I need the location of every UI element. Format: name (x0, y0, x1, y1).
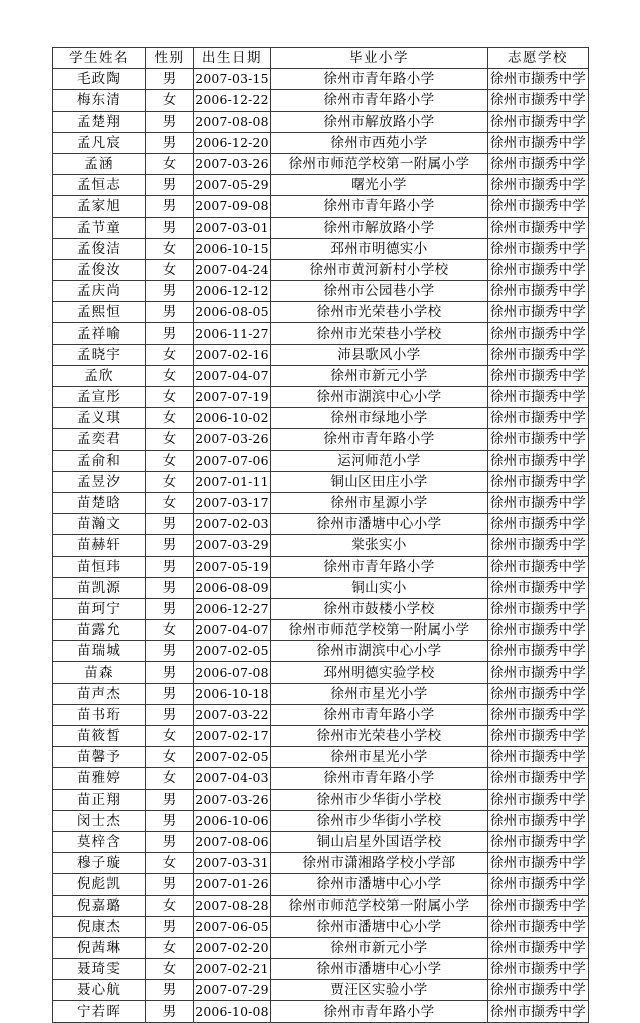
cell-volunteer-school: 徐州市撷秀中学 (488, 217, 589, 238)
cell-birth-date: 2006-08-09 (194, 577, 271, 598)
cell-student-name: 倪康杰 (53, 916, 146, 937)
table-row (53, 69, 589, 90)
cell-gender: 男 (146, 704, 194, 725)
table-header (53, 48, 589, 69)
table-row (53, 577, 589, 598)
cell-primary-school: 徐州市解放路小学 (271, 111, 488, 132)
cell-student-name: 倪茜琳 (53, 937, 146, 958)
cell-student-name: 孟凡宸 (53, 132, 146, 153)
cell-birth-date: 2007-03-22 (194, 704, 271, 725)
cell-birth-date: 2006-11-27 (194, 323, 271, 344)
cell-student-name: 聂心航 (53, 980, 146, 1001)
table-row (53, 365, 589, 386)
table-row (53, 789, 589, 810)
cell-birth-date: 2007-02-05 (194, 747, 271, 768)
table-row (53, 196, 589, 217)
cell-gender: 男 (146, 217, 194, 238)
cell-gender: 女 (146, 492, 194, 513)
cell-birth-date: 2006-12-20 (194, 132, 271, 153)
cell-student-name: 苗恒玮 (53, 556, 146, 577)
cell-birth-date: 2007-03-31 (194, 853, 271, 874)
cell-gender: 男 (146, 831, 194, 852)
cell-primary-school: 徐州市解放路小学 (271, 217, 488, 238)
cell-primary-school: 徐州市潘塘中心小学 (271, 874, 488, 895)
cell-student-name: 穆子璇 (53, 853, 146, 874)
table-row (53, 217, 589, 238)
cell-volunteer-school: 徐州市撷秀中学 (488, 683, 589, 704)
cell-birth-date: 2007-03-26 (194, 153, 271, 174)
cell-primary-school: 邳州明德实验学校 (271, 662, 488, 683)
table-row (53, 853, 589, 874)
cell-gender: 女 (146, 429, 194, 450)
cell-primary-school: 徐州市公园巷小学 (271, 281, 488, 302)
cell-volunteer-school: 徐州市撷秀中学 (488, 153, 589, 174)
cell-gender: 女 (146, 620, 194, 641)
cell-student-name: 孟昱汐 (53, 471, 146, 492)
table-row (53, 492, 589, 513)
cell-student-name: 苗露允 (53, 620, 146, 641)
column-header-birth-date: 出生日期 (194, 48, 271, 69)
table-row (53, 683, 589, 704)
cell-gender: 女 (146, 259, 194, 280)
cell-student-name: 孟熙恒 (53, 302, 146, 323)
cell-volunteer-school: 徐州市撷秀中学 (488, 175, 589, 196)
cell-gender: 男 (146, 980, 194, 1001)
cell-gender: 男 (146, 132, 194, 153)
cell-volunteer-school: 徐州市撷秀中学 (488, 408, 589, 429)
table-row (53, 90, 589, 111)
cell-primary-school: 徐州市星光小学 (271, 683, 488, 704)
cell-volunteer-school: 徐州市撷秀中学 (488, 641, 589, 662)
cell-primary-school: 徐州市光荣巷小学校 (271, 323, 488, 344)
cell-student-name: 孟俞和 (53, 450, 146, 471)
cell-gender: 男 (146, 598, 194, 619)
cell-birth-date: 2006-08-05 (194, 302, 271, 323)
cell-birth-date: 2007-03-01 (194, 217, 271, 238)
cell-gender: 男 (146, 662, 194, 683)
cell-primary-school: 铜山启星外国语学校 (271, 831, 488, 852)
cell-volunteer-school: 徐州市撷秀中学 (488, 281, 589, 302)
cell-gender: 男 (146, 196, 194, 217)
table-row (53, 344, 589, 365)
table-row (53, 259, 589, 280)
cell-gender: 男 (146, 810, 194, 831)
cell-birth-date: 2006-10-06 (194, 810, 271, 831)
cell-gender: 男 (146, 1001, 194, 1022)
cell-birth-date: 2007-05-29 (194, 175, 271, 196)
table-row (53, 937, 589, 958)
cell-birth-date: 2007-04-24 (194, 259, 271, 280)
cell-gender: 男 (146, 874, 194, 895)
cell-birth-date: 2007-02-20 (194, 937, 271, 958)
cell-primary-school: 徐州市光荣巷小学校 (271, 726, 488, 747)
cell-volunteer-school: 徐州市撷秀中学 (488, 768, 589, 789)
cell-gender: 女 (146, 344, 194, 365)
cell-student-name: 苗瑞城 (53, 641, 146, 662)
cell-birth-date: 2007-08-28 (194, 895, 271, 916)
cell-primary-school: 徐州市星源小学 (271, 492, 488, 513)
cell-volunteer-school: 徐州市撷秀中学 (488, 429, 589, 450)
cell-volunteer-school: 徐州市撷秀中学 (488, 980, 589, 1001)
cell-student-name: 孟俊洁 (53, 238, 146, 259)
table-row (53, 895, 589, 916)
cell-primary-school: 运河师范小学 (271, 450, 488, 471)
cell-gender: 男 (146, 323, 194, 344)
cell-volunteer-school: 徐州市撷秀中学 (488, 895, 589, 916)
cell-volunteer-school: 徐州市撷秀中学 (488, 556, 589, 577)
table-row (53, 111, 589, 132)
cell-birth-date: 2007-02-03 (194, 514, 271, 535)
cell-student-name: 苗声杰 (53, 683, 146, 704)
cell-primary-school: 徐州市湖滨中心小学 (271, 387, 488, 408)
cell-volunteer-school: 徐州市撷秀中学 (488, 535, 589, 556)
cell-primary-school: 徐州市少华街小学校 (271, 789, 488, 810)
table-row (53, 1001, 589, 1022)
table-row (53, 238, 589, 259)
cell-volunteer-school: 徐州市撷秀中学 (488, 90, 589, 111)
cell-primary-school: 徐州市潇湘路学校小学部 (271, 853, 488, 874)
cell-student-name: 苗楚晗 (53, 492, 146, 513)
cell-primary-school: 徐州市师范学校第一附属小学 (271, 620, 488, 641)
cell-primary-school: 徐州市师范学校第一附属小学 (271, 895, 488, 916)
cell-volunteer-school: 徐州市撷秀中学 (488, 69, 589, 90)
table-row (53, 831, 589, 852)
cell-primary-school: 徐州市新元小学 (271, 365, 488, 386)
cell-volunteer-school: 徐州市撷秀中学 (488, 959, 589, 980)
table-row (53, 747, 589, 768)
table-row (53, 810, 589, 831)
table-row (53, 641, 589, 662)
cell-birth-date: 2007-08-06 (194, 831, 271, 852)
table-row (53, 620, 589, 641)
cell-primary-school: 徐州市师范学校第一附属小学 (271, 153, 488, 174)
cell-student-name: 苗雅婷 (53, 768, 146, 789)
cell-volunteer-school: 徐州市撷秀中学 (488, 726, 589, 747)
table-row (53, 514, 589, 535)
cell-student-name: 孟宣彤 (53, 387, 146, 408)
table-row (53, 281, 589, 302)
cell-student-name: 苗正翔 (53, 789, 146, 810)
cell-student-name: 孟楚翔 (53, 111, 146, 132)
cell-student-name: 孟奕君 (53, 429, 146, 450)
cell-volunteer-school: 徐州市撷秀中学 (488, 577, 589, 598)
cell-primary-school: 徐州市青年路小学 (271, 768, 488, 789)
cell-birth-date: 2007-02-21 (194, 959, 271, 980)
cell-volunteer-school: 徐州市撷秀中学 (488, 259, 589, 280)
cell-gender: 女 (146, 959, 194, 980)
table-row (53, 302, 589, 323)
cell-volunteer-school: 徐州市撷秀中学 (488, 514, 589, 535)
cell-gender: 男 (146, 641, 194, 662)
cell-birth-date: 2007-01-11 (194, 471, 271, 492)
cell-volunteer-school: 徐州市撷秀中学 (488, 344, 589, 365)
cell-gender: 女 (146, 747, 194, 768)
cell-volunteer-school: 徐州市撷秀中学 (488, 916, 589, 937)
cell-gender: 女 (146, 853, 194, 874)
cell-primary-school: 徐州市少华街小学校 (271, 810, 488, 831)
cell-birth-date: 2007-04-07 (194, 365, 271, 386)
cell-student-name: 孟家旭 (53, 196, 146, 217)
cell-student-name: 苗珂宁 (53, 598, 146, 619)
cell-student-name: 莫梓含 (53, 831, 146, 852)
cell-gender: 男 (146, 69, 194, 90)
cell-student-name: 孟祥喻 (53, 323, 146, 344)
cell-volunteer-school: 徐州市撷秀中学 (488, 831, 589, 852)
cell-birth-date: 2007-02-16 (194, 344, 271, 365)
cell-student-name: 苗书珩 (53, 704, 146, 725)
cell-primary-school: 徐州市潘塘中心小学 (271, 916, 488, 937)
cell-primary-school: 徐州市星光小学 (271, 747, 488, 768)
cell-volunteer-school: 徐州市撷秀中学 (488, 238, 589, 259)
cell-volunteer-school: 徐州市撷秀中学 (488, 704, 589, 725)
cell-gender: 女 (146, 768, 194, 789)
cell-volunteer-school: 徐州市撷秀中学 (488, 598, 589, 619)
cell-student-name: 苗赫轩 (53, 535, 146, 556)
cell-birth-date: 2007-02-05 (194, 641, 271, 662)
cell-volunteer-school: 徐州市撷秀中学 (488, 387, 589, 408)
cell-gender: 男 (146, 281, 194, 302)
column-header-gender: 性别 (146, 48, 194, 69)
cell-student-name: 聂琦雯 (53, 959, 146, 980)
table-row (53, 153, 589, 174)
cell-birth-date: 2007-03-26 (194, 789, 271, 810)
table-row (53, 874, 589, 895)
cell-gender: 男 (146, 683, 194, 704)
cell-gender: 男 (146, 514, 194, 535)
cell-birth-date: 2007-07-29 (194, 980, 271, 1001)
cell-student-name: 孟恒志 (53, 175, 146, 196)
table-row (53, 471, 589, 492)
cell-birth-date: 2007-08-08 (194, 111, 271, 132)
table-row (53, 959, 589, 980)
table-row (53, 535, 589, 556)
cell-gender: 女 (146, 937, 194, 958)
student-roster-table (52, 47, 589, 1023)
cell-volunteer-school: 徐州市撷秀中学 (488, 789, 589, 810)
cell-primary-school: 徐州市绿地小学 (271, 408, 488, 429)
cell-primary-school: 曙光小学 (271, 175, 488, 196)
cell-primary-school: 徐州市青年路小学 (271, 704, 488, 725)
table-row (53, 662, 589, 683)
cell-birth-date: 2007-01-26 (194, 874, 271, 895)
cell-primary-school: 徐州市潘塘中心小学 (271, 514, 488, 535)
cell-gender: 男 (146, 175, 194, 196)
cell-student-name: 孟节童 (53, 217, 146, 238)
cell-birth-date: 2007-02-17 (194, 726, 271, 747)
cell-gender: 男 (146, 916, 194, 937)
cell-primary-school: 徐州市青年路小学 (271, 196, 488, 217)
cell-student-name: 苗馨予 (53, 747, 146, 768)
cell-student-name: 宁若晖 (53, 1001, 146, 1022)
table-row (53, 175, 589, 196)
cell-volunteer-school: 徐州市撷秀中学 (488, 132, 589, 153)
cell-volunteer-school: 徐州市撷秀中学 (488, 323, 589, 344)
cell-primary-school: 徐州市西苑小学 (271, 132, 488, 153)
cell-gender: 女 (146, 90, 194, 111)
table-body (53, 69, 589, 1022)
cell-volunteer-school: 徐州市撷秀中学 (488, 1001, 589, 1022)
cell-birth-date: 2007-03-17 (194, 492, 271, 513)
table-row (53, 450, 589, 471)
cell-student-name: 孟义琪 (53, 408, 146, 429)
cell-primary-school: 贾汪区实验小学 (271, 980, 488, 1001)
cell-birth-date: 2006-07-08 (194, 662, 271, 683)
cell-primary-school: 徐州市湖滨中心小学 (271, 641, 488, 662)
cell-birth-date: 2007-03-26 (194, 429, 271, 450)
cell-birth-date: 2007-05-19 (194, 556, 271, 577)
cell-gender: 女 (146, 726, 194, 747)
table-row (53, 598, 589, 619)
table-row (53, 768, 589, 789)
cell-primary-school: 徐州市青年路小学 (271, 69, 488, 90)
cell-primary-school: 徐州市青年路小学 (271, 429, 488, 450)
cell-birth-date: 2006-10-18 (194, 683, 271, 704)
cell-volunteer-school: 徐州市撷秀中学 (488, 450, 589, 471)
cell-birth-date: 2007-06-05 (194, 916, 271, 937)
cell-gender: 男 (146, 556, 194, 577)
cell-gender: 女 (146, 153, 194, 174)
cell-volunteer-school: 徐州市撷秀中学 (488, 620, 589, 641)
cell-gender: 女 (146, 450, 194, 471)
cell-gender: 女 (146, 895, 194, 916)
cell-volunteer-school: 徐州市撷秀中学 (488, 471, 589, 492)
cell-student-name: 苗瀚文 (53, 514, 146, 535)
cell-birth-date: 2006-12-27 (194, 598, 271, 619)
cell-volunteer-school: 徐州市撷秀中学 (488, 662, 589, 683)
table-row (53, 429, 589, 450)
cell-birth-date: 2006-10-15 (194, 238, 271, 259)
cell-gender: 女 (146, 387, 194, 408)
cell-primary-school: 徐州市青年路小学 (271, 556, 488, 577)
cell-gender: 男 (146, 111, 194, 132)
cell-birth-date: 2007-07-19 (194, 387, 271, 408)
cell-student-name: 孟晓宇 (53, 344, 146, 365)
cell-primary-school: 棠张实小 (271, 535, 488, 556)
cell-primary-school: 徐州市青年路小学 (271, 90, 488, 111)
cell-student-name: 倪彪凯 (53, 874, 146, 895)
cell-primary-school: 铜山实小 (271, 577, 488, 598)
cell-student-name: 孟庆尚 (53, 281, 146, 302)
cell-volunteer-school: 徐州市撷秀中学 (488, 111, 589, 132)
table-header-row (53, 48, 589, 69)
cell-primary-school: 铜山区田庄小学 (271, 471, 488, 492)
cell-gender: 男 (146, 535, 194, 556)
cell-birth-date: 2006-12-22 (194, 90, 271, 111)
cell-birth-date: 2006-10-08 (194, 1001, 271, 1022)
cell-primary-school: 徐州市鼓楼小学校 (271, 598, 488, 619)
cell-birth-date: 2007-04-03 (194, 768, 271, 789)
cell-student-name: 孟欣 (53, 365, 146, 386)
cell-gender: 男 (146, 302, 194, 323)
column-header-student-name: 学生姓名 (53, 48, 146, 69)
cell-birth-date: 2007-03-15 (194, 69, 271, 90)
cell-gender: 男 (146, 789, 194, 810)
cell-birth-date: 2007-04-07 (194, 620, 271, 641)
cell-student-name: 梅东清 (53, 90, 146, 111)
cell-primary-school: 徐州市光荣巷小学校 (271, 302, 488, 323)
cell-primary-school: 沛县歌风小学 (271, 344, 488, 365)
cell-volunteer-school: 徐州市撷秀中学 (488, 937, 589, 958)
column-header-primary-school: 毕业小学 (271, 48, 488, 69)
cell-volunteer-school: 徐州市撷秀中学 (488, 492, 589, 513)
cell-volunteer-school: 徐州市撷秀中学 (488, 853, 589, 874)
cell-birth-date: 2007-07-06 (194, 450, 271, 471)
cell-primary-school: 徐州市新元小学 (271, 937, 488, 958)
cell-volunteer-school: 徐州市撷秀中学 (488, 196, 589, 217)
table-row (53, 980, 589, 1001)
cell-birth-date: 2006-12-12 (194, 281, 271, 302)
cell-primary-school: 徐州市潘塘中心小学 (271, 959, 488, 980)
cell-student-name: 闵士杰 (53, 810, 146, 831)
cell-gender: 男 (146, 577, 194, 598)
cell-gender: 女 (146, 408, 194, 429)
table-row (53, 726, 589, 747)
cell-volunteer-school: 徐州市撷秀中学 (488, 302, 589, 323)
cell-gender: 女 (146, 238, 194, 259)
cell-birth-date: 2006-10-02 (194, 408, 271, 429)
table-row (53, 132, 589, 153)
table-row (53, 387, 589, 408)
cell-birth-date: 2007-03-29 (194, 535, 271, 556)
cell-gender: 女 (146, 365, 194, 386)
cell-student-name: 苗筱皙 (53, 726, 146, 747)
cell-student-name: 倪嘉璐 (53, 895, 146, 916)
cell-student-name: 毛政陶 (53, 69, 146, 90)
table-row (53, 556, 589, 577)
cell-student-name: 孟涵 (53, 153, 146, 174)
student-roster-table-container (52, 47, 588, 1023)
table-row (53, 323, 589, 344)
column-header-volunteer-school: 志愿学校 (488, 48, 589, 69)
cell-primary-school: 徐州市黄河新村小学校 (271, 259, 488, 280)
cell-birth-date: 2007-09-08 (194, 196, 271, 217)
table-row (53, 916, 589, 937)
cell-gender: 女 (146, 471, 194, 492)
cell-primary-school: 邳州市明德实小 (271, 238, 488, 259)
table-row (53, 704, 589, 725)
cell-primary-school: 徐州市青年路小学 (271, 1001, 488, 1022)
cell-volunteer-school: 徐州市撷秀中学 (488, 747, 589, 768)
cell-volunteer-school: 徐州市撷秀中学 (488, 810, 589, 831)
cell-student-name: 苗凯源 (53, 577, 146, 598)
table-row (53, 408, 589, 429)
cell-student-name: 苗森 (53, 662, 146, 683)
cell-volunteer-school: 徐州市撷秀中学 (488, 365, 589, 386)
cell-volunteer-school: 徐州市撷秀中学 (488, 874, 589, 895)
cell-student-name: 孟俊汝 (53, 259, 146, 280)
